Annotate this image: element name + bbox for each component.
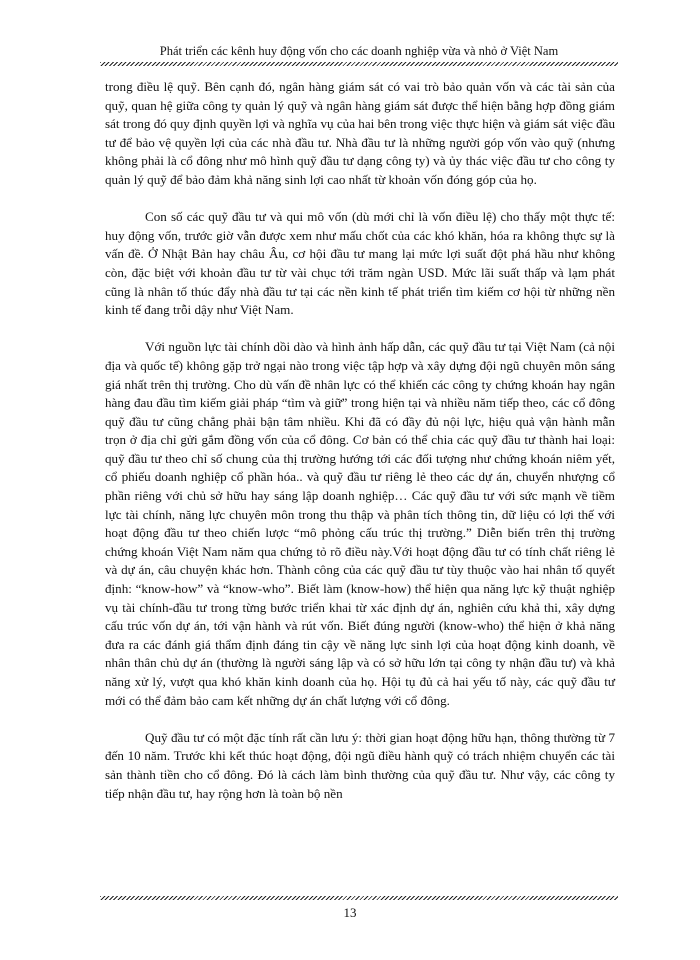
footer-rule [100,896,618,900]
paragraph-continuation: trong điều lệ quỹ. Bên cạnh đó, ngân hàng giám sát có vai trò bảo quản vốn và các tài sản của quỹ, quan hệ giữa công ty quản lý quỹ và ngân hàng giám sát được thể hiện bằng hợp đồng giám sát trong đó quy định quyền lợi và nghĩa vụ của hai bên trong việc thực hiện và giám sát việc đầu tư để bảo vệ quyền lợi của các nhà đầu tư. Nhà đầu tư là những người góp vốn vào quỹ (nhưng không phải là cổ đông như mô hình quỹ đầu tư dạng công ty) và ủy thác việc đầu tư cho công ty quản lý quỹ để bảo đảm khả năng sinh lợi cao nhất từ khoản vốn đóng góp của họ. [105,79,615,187]
running-header: Phát triển các kênh huy động vốn cho các doanh nghiệp vừa và nhỏ ở Việt Nam [159,44,559,58]
page-number: 13 [343,905,357,920]
header-rule [100,62,618,66]
paragraph-fund-resources: Với nguồn lực tài chính dồi dào và hình ảnh hấp dẫn, các quỹ đầu tư tại Việt Nam (cả nội địa và quốc tế) không gặp trở ngại nào trong việc tập hợp và xây dựng đội ngũ chuyên môn sáng giá nhất trên thị trường. Cho dù vấn đề nhân lực có thể khiến các công ty chứng khoán hay ngân hàng đau đầu tìm kiếm giải pháp “tìm và giữ” trong hiện tại và nhiều năm tiếp theo, các cổ đông quỹ đầu tư cũng chẳng phải bận tâm nhiều. Khi đã có đầy đủ nội lực, hiệu quả vận hành mẫn trọn ở địa chỉ gửi gắm đồng vốn của cổ đông. Cơ bản có thể chia các quỹ đầu tư thành hai loại: quỹ đầu tư theo chỉ số chung của thị trường hướng tới các đối tượng như chứng khoán niêm yết, cổ phiếu doanh nghiệp cổ phần hóa.. và quỹ đầu tư riêng lẻ theo các dự án, chuyển nhượng cổ phần riêng với chủ sở hữu hay sáng lập doanh nghiệp… Các quỹ đầu tư với sức mạnh về tiềm lực tài chính, năng lực chuyên môn trong thu thập và phân tích thông tin, dữ liệu có lợi thế với hoạt động đầu tư theo chiến lược “mô phỏng cấu trúc thị trường.” Diễn biến trên thị trường chứng khoán Việt Nam năm qua chứng tỏ rõ điều này.Với hoạt động đầu tư có tính chất riêng lẻ và dự án, câu chuyện khác hơn. Thành công của các quỹ đầu tư tùy thuộc vào hai nhân tố quyết định: “know-how” và “know-who”. Biết làm (know-how) thể hiện qua năng lực kỹ thuật nghiệp vụ tài chính-đầu tư trong từng bước triển khai từ xác định dự án, nghiên cứu khả thi, xây dựng cấu trúc vốn dự án, tới vận hành và rút vốn. Biết đúng người (know-who) thể hiện ở khả năng đưa ra các đánh giá thẩm định đáng tin cậy về năng lực sinh lợi của hoạt động kinh doanh, về nhân thân chủ dự án (thường là người sáng lập và có sở hữu lớn tại công ty nhận đầu tư) và khả năng xử lý, vượt qua khó khăn kinh doanh của họ. Hội tụ đủ cả hai yếu tố này, các quỹ đầu tư mới có thể đảm bảo cam kết những dự án chất lượng với cổ đông. [105,339,615,708]
paragraph-investment-fund-scale: Con số các quỹ đầu tư và qui mô vốn (dù mới chỉ là vốn điều lệ) cho thấy một thực tế: huy động vốn, trước giờ vẫn được xem như mấu chốt của các khó khăn, hóa ra không thực sự là vấn đề. Ở Nhật Bản hay châu Âu, cơ hội đầu tư mang lại mức lợi suất đột phá hầu như không còn, đặc biệt với khoản đầu tư từ vài chục tới trăm ngàn USD. Mức lãi suất thấp và lạm phát cũng là nhân tố thúc đẩy nhà đầu tư tại các nền kinh tế phát triển tìm kiếm cơ hội từ những nền kinh tế đang trỗi dậy như Việt Nam. [105,209,615,318]
paragraph-fund-lifetime: Quỹ đầu tư có một đặc tính rất cần lưu ý: thời gian hoạt động hữu hạn, thông thường từ 7 đến 10 năm. Trước khi kết thúc hoạt động, đội ngũ điều hành quỹ có trách nhiệm chuyển các tài sản thành tiền cho cổ đông. Đó là cách làm bình thường của quỹ đầu tư. Như vậy, các công ty tiếp nhận đầu tư, hay rộng hơn là toàn bộ nền [105,729,615,801]
page-body [105,78,615,822]
